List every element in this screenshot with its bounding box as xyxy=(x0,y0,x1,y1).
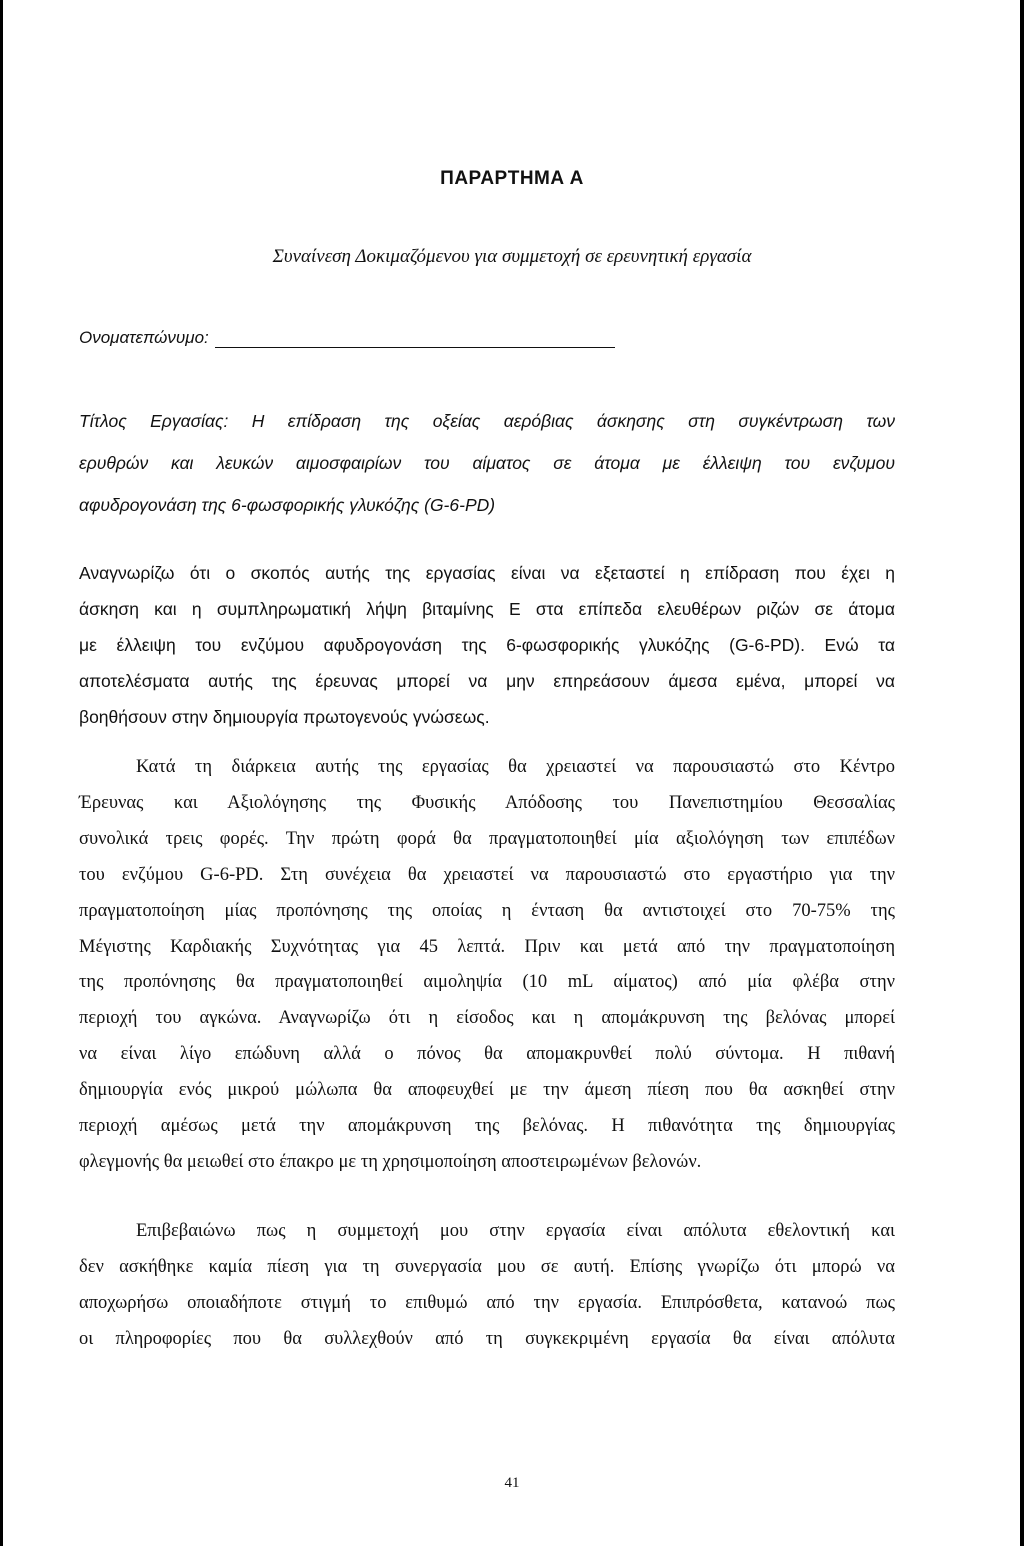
paragraph-line-text: με έλλειψη του ενζύμου αφυδρογονάση της 6-φωσφορικής γλυκόζης (G-6-PD). xyxy=(79,634,805,655)
paragraph-line: συνολικά τρεις φορές. Την πρώτη φορά θα πραγματοποιηθεί μία αξιολόγηση των επιπέδων xyxy=(79,828,895,849)
paragraph-line-tail: Ενώ τα xyxy=(824,634,895,655)
paragraph-line: Επιβεβαιώνω πως η συμμετοχή μου στην εργασία είναι απόλυτα εθελοντική και xyxy=(136,1221,895,1241)
paragraph-line xyxy=(79,628,895,664)
paragraph-line: δεν ασκήθηκε καμία πίεση για τη συνεργασία μου σε αυτή. Επίσης γνωρίζω ότι μπορώ να xyxy=(79,1256,895,1277)
name-blank-line[interactable] xyxy=(215,332,615,348)
paragraph-line: Έρευνας και Αξιολόγησης της Φυσικής Απόδοσης του Πανεπιστημίου Θεσσαλίας xyxy=(79,792,895,813)
paragraph-voluntary xyxy=(79,1214,895,1358)
paragraph-line: να είναι λίγο επώδυνη αλλά ο πόνος θα απομακρυνθεί πολύ σύντομα. Η πιθανή xyxy=(79,1044,895,1065)
paragraph-line: Κατά τη διάρκεια αυτής της εργασίας θα χρειαστεί να παρουσιαστώ στο Κέντρο xyxy=(136,757,895,777)
name-field xyxy=(79,328,679,348)
paragraph-line: αποτελέσματα αυτής της έρευνας μπορεί να μην επηρεάσουν άμεσα εμένα, μπορεί να xyxy=(79,670,895,691)
paragraph-line: Μέγιστης Καρδιακής Συχνότητας για 45 λεπτά. Πριν και μετά από την πραγματοποίηση xyxy=(79,936,895,957)
study-title-line: ερυθρών και λευκών αιμοσφαιρίων του αίματος σε άτομα με έλλειψη του ενζυμου xyxy=(79,453,895,473)
paragraph-procedure xyxy=(79,750,895,1181)
paragraph-line: Αναγνωρίζω ότι ο σκοπός αυτής της εργασίας είναι να εξεταστεί η επίδραση που έχει η xyxy=(79,563,895,583)
paragraph-line: άσκηση και η συμπληρωματική λήψη βιταμίνης Ε στα επίπεδα ελευθέρων ριζών σε άτομα xyxy=(79,598,895,619)
paragraph-line: οι πληροφορίες που θα συλλεχθούν από τη συγκεκριμένη εργασία θα είναι απόλυτα xyxy=(79,1328,895,1349)
paragraph-purpose xyxy=(79,556,895,736)
paragraph-line: περιοχή του αγκώνα. Αναγνωρίζω ότι η είσοδος και η απομάκρυνση της βελόνας μπορεί xyxy=(79,1008,895,1029)
paragraph-line: περιοχή αμέσως μετά την απομάκρυνση της βελόνας. Η πιθανότητα της δημιουργίας xyxy=(79,1116,895,1137)
paragraph-line: δημιουργία ενός μικρού μώλωπα θα αποφευχθεί με την άμεση πίεση που θα ασκηθεί στην xyxy=(79,1080,895,1101)
paragraph-line: της προπόνησης θα πραγματοποιηθεί αιμοληψία (10 mL αίματος) από μία φλέβα στην xyxy=(79,972,895,993)
paragraph-line: του ενζύμου G-6-PD. Στη συνέχεια θα χρειαστεί να παρουσιαστώ στο εργαστήριο για την xyxy=(79,864,895,885)
study-title xyxy=(79,400,895,526)
page-number: 41 xyxy=(504,1475,520,1491)
paragraph-line: αποχωρήσω οποιαδήποτε στιγμή το επιθυμώ από την εργασία. Επιπρόσθετα, κατανοώ πως xyxy=(79,1292,895,1313)
study-title-line: αφυδρογονάση της 6-φωσφορικής γλυκόζης (G-6-PD) xyxy=(79,495,496,515)
paragraph-line: πραγματοποίηση μίας προπόνησης της οποίας η ένταση θα αντιστοιχεί στο 70-75% της xyxy=(79,900,895,921)
name-label: Ονοματεπώνυμο: xyxy=(79,328,209,347)
study-title-line: Τίτλος Εργασίας: Η επίδραση της οξείας αερόβιας άσκησης στη συγκέντρωση των xyxy=(79,411,895,431)
paragraph-line: βοηθήσουν στην δημιουργία πρωτογενούς γνώσεως. xyxy=(79,706,490,727)
paragraph-line: φλεγμονής θα μειωθεί στο έπακρο με τη χρησιμοποίηση αποστειρωμένων βελονών. xyxy=(79,1151,702,1172)
consent-subtitle: Συναίνεση Δοκιμαζόμενου για συμμετοχή σε ερευνητική εργασία xyxy=(272,246,752,267)
appendix-heading: ΠΑΡΑΡΤΗΜΑ Α xyxy=(440,168,584,189)
